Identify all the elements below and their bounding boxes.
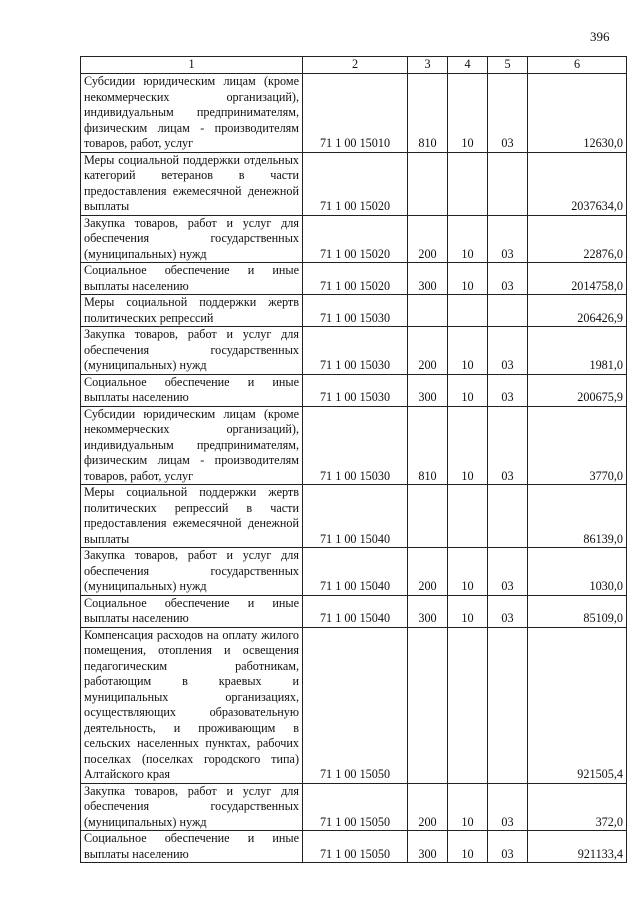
row-target-code: 71 1 00 15030	[303, 295, 408, 327]
row-description: Закупка товаров, работ и услуг для обеспечения государственных (муниципальных) нужд	[81, 783, 303, 831]
row-description: Закупка товаров, работ и услуг для обеспечения государственных (муниципальных) нужд	[81, 215, 303, 263]
row-subsection: 03	[488, 595, 528, 627]
row-subsection	[488, 295, 528, 327]
row-subsection: 03	[488, 215, 528, 263]
row-expense-type: 300	[408, 263, 448, 295]
row-target-code: 71 1 00 15050	[303, 831, 408, 863]
row-section: 10	[448, 406, 488, 485]
row-description: Меры социальной поддержки жертв политических репрессий	[81, 295, 303, 327]
row-target-code: 71 1 00 15040	[303, 595, 408, 627]
table-row	[81, 215, 627, 263]
row-section	[448, 152, 488, 215]
row-description: Субсидии юридическим лицам (кроме некоммерческих организаций), индивидуальным предпринимателям, физическим лицам - производителям товаров, работ, услуг	[81, 406, 303, 485]
row-amount: 200675,9	[528, 374, 627, 406]
row-amount: 3770,0	[528, 406, 627, 485]
row-target-code: 71 1 00 15050	[303, 783, 408, 831]
row-description: Социальное обеспечение и иные выплаты населению	[81, 374, 303, 406]
row-expense-type	[408, 152, 448, 215]
row-section: 10	[448, 831, 488, 863]
row-section: 10	[448, 548, 488, 596]
row-amount: 372,0	[528, 783, 627, 831]
row-section: 10	[448, 263, 488, 295]
row-amount: 2037634,0	[528, 152, 627, 215]
row-description: Социальное обеспечение и иные выплаты населению	[81, 595, 303, 627]
row-expense-type: 200	[408, 327, 448, 375]
row-expense-type: 200	[408, 548, 448, 596]
column-header: 1	[81, 57, 303, 74]
row-target-code: 71 1 00 15020	[303, 263, 408, 295]
row-target-code: 71 1 00 15030	[303, 406, 408, 485]
row-amount: 12630,0	[528, 74, 627, 153]
table-body	[81, 74, 627, 863]
row-description: Субсидии юридическим лицам (кроме некоммерческих организаций), индивидуальным предпринимателям, физическим лицам - производителям товаров, работ, услуг	[81, 74, 303, 153]
row-section	[448, 485, 488, 548]
row-section: 10	[448, 215, 488, 263]
column-header: 6	[528, 57, 627, 74]
budget-table	[80, 56, 627, 863]
table-header-row	[81, 57, 627, 74]
row-expense-type	[408, 627, 448, 783]
table-row	[81, 406, 627, 485]
row-subsection	[488, 152, 528, 215]
row-section	[448, 627, 488, 783]
row-amount: 1030,0	[528, 548, 627, 596]
row-expense-type	[408, 295, 448, 327]
row-expense-type: 300	[408, 831, 448, 863]
row-description: Закупка товаров, работ и услуг для обеспечения государственных (муниципальных) нужд	[81, 327, 303, 375]
table-row	[81, 327, 627, 375]
row-target-code: 71 1 00 15020	[303, 215, 408, 263]
row-subsection	[488, 485, 528, 548]
row-section: 10	[448, 374, 488, 406]
row-description: Социальное обеспечение и иные выплаты населению	[81, 831, 303, 863]
table-row	[81, 595, 627, 627]
row-amount: 206426,9	[528, 295, 627, 327]
row-target-code: 71 1 00 15030	[303, 327, 408, 375]
row-expense-type: 200	[408, 783, 448, 831]
row-section: 10	[448, 74, 488, 153]
row-amount: 921133,4	[528, 831, 627, 863]
row-target-code: 71 1 00 15050	[303, 627, 408, 783]
row-section	[448, 295, 488, 327]
row-amount: 22876,0	[528, 215, 627, 263]
column-header: 4	[448, 57, 488, 74]
row-target-code: 71 1 00 15040	[303, 485, 408, 548]
row-target-code: 71 1 00 15040	[303, 548, 408, 596]
row-expense-type: 300	[408, 595, 448, 627]
row-amount: 1981,0	[528, 327, 627, 375]
column-header: 2	[303, 57, 408, 74]
row-target-code: 71 1 00 15010	[303, 74, 408, 153]
row-subsection: 03	[488, 831, 528, 863]
column-header: 5	[488, 57, 528, 74]
row-subsection	[488, 627, 528, 783]
row-subsection: 03	[488, 327, 528, 375]
table-row	[81, 627, 627, 783]
table-row	[81, 831, 627, 863]
column-header: 3	[408, 57, 448, 74]
row-amount: 86139,0	[528, 485, 627, 548]
row-section: 10	[448, 595, 488, 627]
row-description: Закупка товаров, работ и услуг для обеспечения государственных (муниципальных) нужд	[81, 548, 303, 596]
row-subsection: 03	[488, 263, 528, 295]
table-row	[81, 74, 627, 153]
row-subsection: 03	[488, 548, 528, 596]
row-expense-type	[408, 485, 448, 548]
row-subsection: 03	[488, 74, 528, 153]
table-row	[81, 152, 627, 215]
row-subsection: 03	[488, 374, 528, 406]
row-amount: 921505,4	[528, 627, 627, 783]
row-target-code: 71 1 00 15020	[303, 152, 408, 215]
row-expense-type: 810	[408, 406, 448, 485]
row-expense-type: 200	[408, 215, 448, 263]
row-target-code: 71 1 00 15030	[303, 374, 408, 406]
row-description: Компенсация расходов на оплату жилого помещения, отопления и освещения педагогическим работникам, работающим в краевых и муниципальных организациях, осуществляющих образовательную деятельность, и проживающим в сельских населенных пунктах, рабочих поселках (поселках городского типа) Алтайского края	[81, 627, 303, 783]
row-amount: 2014758,0	[528, 263, 627, 295]
row-description: Социальное обеспечение и иные выплаты населению	[81, 263, 303, 295]
row-section: 10	[448, 783, 488, 831]
table-row	[81, 485, 627, 548]
row-expense-type: 810	[408, 74, 448, 153]
row-expense-type: 300	[408, 374, 448, 406]
row-section: 10	[448, 327, 488, 375]
row-amount: 85109,0	[528, 595, 627, 627]
row-subsection: 03	[488, 783, 528, 831]
table-row	[81, 783, 627, 831]
row-description: Меры социальной поддержки жертв политических репрессий в части предоставления ежемесячной денежной выплаты	[81, 485, 303, 548]
row-subsection: 03	[488, 406, 528, 485]
table-row	[81, 374, 627, 406]
table-row	[81, 295, 627, 327]
table-row	[81, 263, 627, 295]
table-row	[81, 548, 627, 596]
row-description: Меры социальной поддержки отдельных категорий ветеранов в части предоставления ежемесячной денежной выплаты	[81, 152, 303, 215]
page-number: 396	[590, 29, 610, 44]
